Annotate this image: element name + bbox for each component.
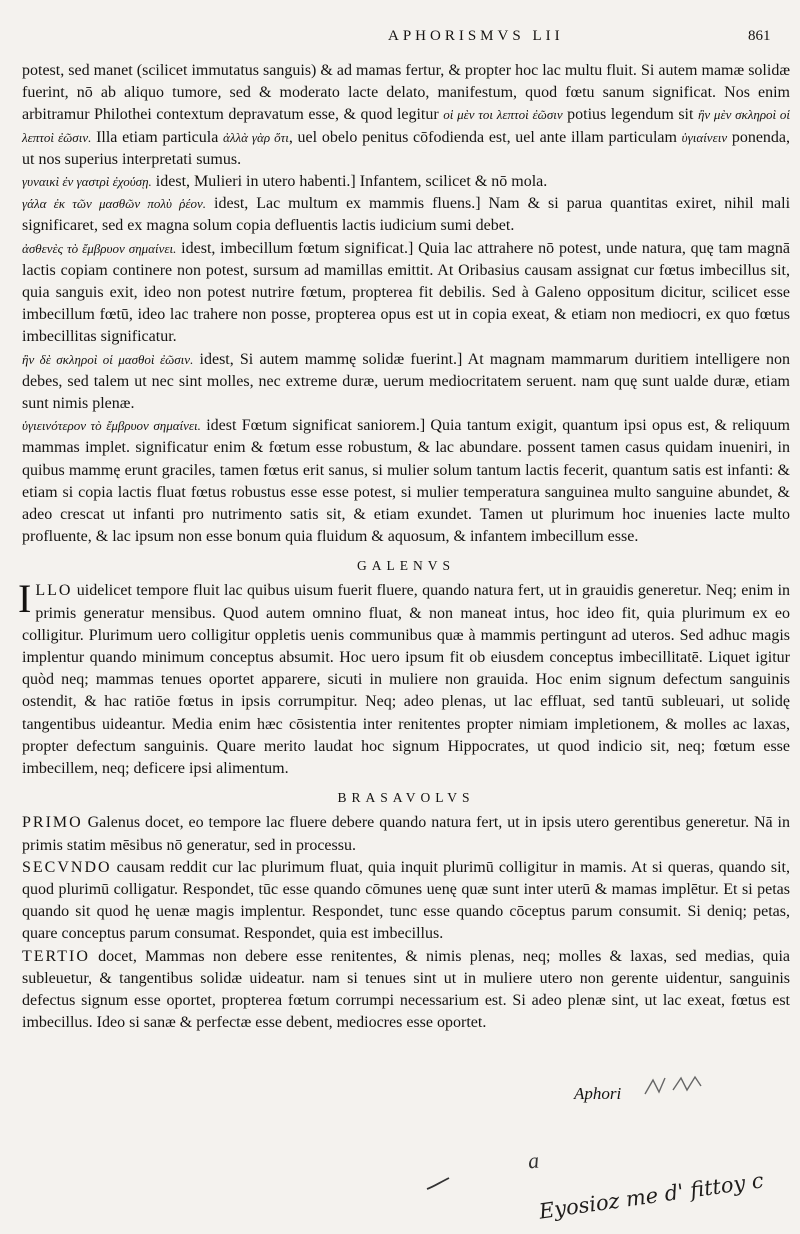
greek-lemma: γυναικὶ ἐν γαστρὶ ἐχούσῃ. — [22, 174, 152, 190]
paragraph-galenus — [18, 576, 791, 780]
text-run: causam reddit cur lac plurimum fluat, quia inquit plurimū colligitur in mamis. At si queras, quando sit, quod plurimū colligatur. Respondet, tūc esse quando cōmunes uenę quæ sunt inter uterū & mamas implētur. Et si petas quando sit quod hę uenæ magis implentur. Respondet, tunc esse quando cōceptus parum consumit. Si deniq; petas, quare conceptus parum consumat. Respondet, quia est imbecillus. — [22, 858, 790, 943]
greek-lemma: ἢν μὲν σκληροὶ οἱ λεπτοὶ ἐῶσιν. — [22, 107, 791, 145]
greek-lemma: ὑγιεινότερον τὸ ἔμβρυον σημαίνει. — [22, 418, 201, 434]
section-heading-brasavolus: BRASAVOLVS — [337, 790, 475, 806]
page-number: 861 — [748, 28, 771, 44]
handwritten-signature: Eyosioz me d' fittoy c — [537, 1168, 766, 1224]
running-head — [0, 28, 800, 52]
catchword: Aphori — [574, 1084, 622, 1103]
text-run: idest, Si autem mammę solidæ fuerint.] At magnam mammarum duritiem intelligere non debes, sed talem ut nec sint molles, nec extreme duræ, uerum mediocritatem seruent. nam quę sunt ualde duræ, etiam sunt nimis plenæ. — [22, 350, 791, 413]
text-run: Illa etiam particula — [96, 128, 219, 146]
greek-lemma: ἀλλὰ γὰρ ὅτι — [223, 129, 289, 145]
ink-scribble-mark — [643, 1072, 713, 1100]
lead-word: LLO — [35, 582, 73, 600]
paragraph-commentary-1 — [22, 60, 790, 171]
running-title: APHORISMVS LII — [388, 28, 564, 44]
drop-initial: I — [18, 576, 32, 622]
text-run: idest Fœtum significat saniorem.] Quia tantum exigit, quantum ipsi opus est, & reliquum mammas implet. significatur enim & fœtum esse robustum, & lac abundare. possent tamen casus quidam inueniri, in quibus mammę erunt graciles, tamen fœtus erit sanus, si mulier solum tantum lactis fecerit, quantum satis est infanti: & etiam si copia lactis fluat fœtus robustus esse esse potest, si mulier temperatura sanguinea multo sanguine abundet, & adeo crescat ut infanti pro nutrimento satis sit, & etiam exundet. Tamen ut plurimum hoc inuenies lacte multo profluente, & lac ipsum non esse bonum quia fluidum & aquosum, & infantem imbecillum esse. — [22, 417, 791, 546]
greek-lemma: ὑγιαίνειν — [681, 129, 728, 145]
text-run: potius legendum sit — [567, 106, 694, 124]
handwritten-annotation: a — [526, 1147, 541, 1174]
text-run: uidelicet tempore fluit lac quibus uisum fuerit fluere, quando natura fert, ut in grauidis generetur. Neq; enim in primis generatur mensibus. Quod autem omnino fluat, & non maneat intus, hoc ideo fit, quia plurimum ex eo colligitur. Plurimum uero colligitur oppletis uenis communibus quæ à mammis pertingunt ad uteros. Sed adhuc magis implentur quando minimum conceptus absumit. Hoc uero ipsum fit ob eiusdem conceptus imbecillitatē. Liquet igitur quòd neq; mammas tenues oportet apparere, sicuti in muliere non grauida. Hoc enim signum defectum sanguinis ostendit, & hac ratiōe fœtus in ipsis corrumpitur. Neq; adeo plenas, ut lac effluat, sed tantū subleuari, ut solidę tangentibus uideantur. Media enim hæc cōsistentia inter renitentes propter nimiam impletionem, & molles ac laxas, propter defectum sanguinis. Quare merito laudat hoc signum Hippocrates, ut quod indicio sit, neq; fœtum esse imbecillem, neq; deficere ipsi alimentum. — [22, 582, 791, 778]
text-run: idest, imbecillum fœtum significat.] Quia lac attrahere nō potest, unde natura, quę tam magnā lactis copiam continere non potest, sursum ad mamillas emittit. At Oribasius causam assignat cur fœtus imbecillus sit, quia sanguis exit, ideo non potest nutrire fœtum, propterea fit debilis. Sed à Galeno oppositum dicitur, scilicet esse imbecillum fœtū, ideo lac trahere non posse, propterea opus est ut in copia exeat, & etiam non mediocri, ex quo fœtus imbecillitas significatur. — [22, 239, 790, 346]
paragraph-lemma-6 — [22, 415, 790, 548]
paragraph-secundo — [22, 857, 790, 946]
paragraph-lemma-2 — [22, 171, 790, 193]
text-run: docet, Mammas non debere esse renitentes, & nimis plenas, neq; molles & laxas, sed medias, quia subleuetur, & tangentibus solidæ uideatur. nam si tenues sint ut in muliere utero non gerente uidentur, sanguinis defectus signum esse oportet, propterea fœtum corrumpi necessarium est. Si adeo plenæ sint, ut lac exeat, fœtus est imbecillus. Ideo si sanæ & perfectæ esse debent, mediocres esse oportet. — [22, 947, 791, 1032]
paragraph-lemma-3 — [22, 193, 790, 237]
section-heading-galenus: GALENVS — [357, 558, 455, 574]
text-run: potest, sed manet (scilicet immutatus sanguis) & ad mamas fertur, & propter hoc lac multu fluit. Si autem mamæ solidæ fuerint, nō ab aliquo tumore, sed & moderato lacte delato, manifestum, quod fœtu sanum significat. Nos enim arbitramur Philothei contextum depravatum esse, & quod legitur — [22, 62, 790, 124]
lead-word: PRIMO — [22, 814, 83, 832]
greek-lemma: ἢν δὲ σκληροὶ οἱ μασθοὶ ἐῶσιν. — [22, 351, 194, 367]
lead-word: TERTIO — [22, 947, 90, 965]
paragraph-lemma-4 — [22, 238, 790, 349]
page-body — [18, 60, 791, 1034]
text-run: Galenus docet, eo tempore lac fluere debere quando natura fert, ut in ipsis utero gerentibus generetur. Nā in primis statim mēsibus nō generatur, sed in processu. — [22, 814, 790, 854]
text-run: idest, Mulieri in utero habenti.] Infantem, scilicet & nō mola. — [155, 173, 548, 191]
greek-lemma: ἀσθενὲς τὸ ἔμβρυον σημαίνει. — [22, 240, 177, 256]
text-run: ponenda, ut nos superius interpretati sumus. — [22, 128, 791, 168]
paragraph-tertio — [22, 946, 790, 1035]
text-run: , uel obelo penitus cōfodienda est, uel ante illam particulam — [288, 128, 677, 146]
pen-stroke-mark — [425, 1175, 451, 1193]
paragraph-primo — [22, 812, 790, 856]
paragraph-lemma-5 — [22, 349, 790, 416]
lead-word: SECVNDO — [22, 858, 112, 876]
text-run: idest, Lac multum ex mammis fluens.] Nam & si parua quantitas exiret, nihil mali significaret, sed ex magna solum copia defluentis lactis iudicium sumi debet. — [22, 195, 791, 235]
greek-lemma: γάλα ἐκ τῶν μασθῶν πολὺ ῥέον. — [22, 196, 207, 212]
greek-lemma: οἱ μὲν τοι λεπτοὶ ἐῶσιν — [443, 107, 563, 123]
